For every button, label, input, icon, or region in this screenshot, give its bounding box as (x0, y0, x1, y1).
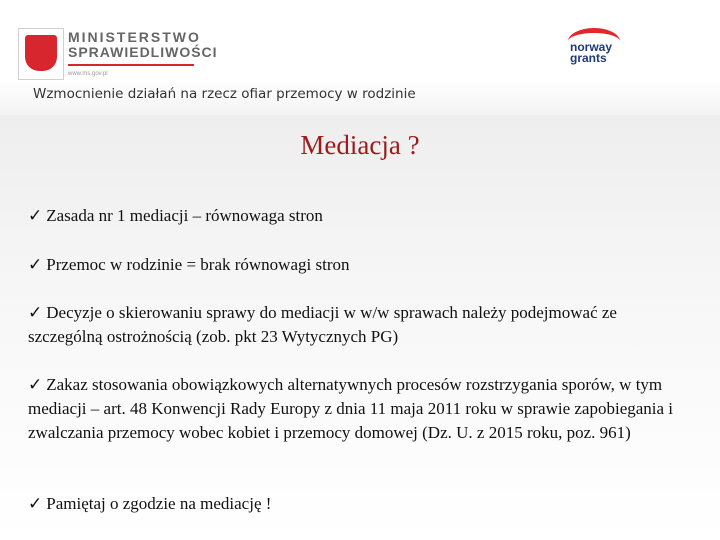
bullet-point-5 (28, 492, 678, 516)
bullet-point-3 (28, 301, 678, 349)
red-shield-icon (25, 35, 57, 71)
bullet-text: Zasada nr 1 mediacji – równowaga stron (46, 206, 323, 225)
bullet-text: Decyzje o skierowaniu sprawy do mediacji w w/w sprawach należy podejmować ze szczególną ostrożnością (zob. pkt 23 Wytycznych PG) (28, 303, 617, 346)
grants-word: grants (570, 51, 607, 65)
ministry-logo (68, 30, 218, 78)
checkmark-icon: ✓ (28, 206, 43, 225)
bullet-text: Zakaz stosowania obowiązkowych alternatywnych procesów rozstrzygania sporów, w tym mediacji – art. 48 Konwencji Rady Europy z dnia 11 maja 2011 roku w sprawie zapobiegania i zwalczania przemocy wobec kobiet i przemocy domowej (Dz. U. z 2015 roku, poz. 961) (28, 375, 674, 442)
ministry-name-line1: MINISTERSTWO (68, 29, 201, 45)
presentation-subtitle: Wzmocnienie działań na rzecz ofiar przemocy w rodzinie (33, 86, 416, 102)
checkmark-icon: ✓ (28, 375, 43, 394)
ministry-url: www.ms.gov.pl (68, 71, 108, 78)
ministry-name-line2: SPRAWIEDLIWOŚCI (68, 43, 218, 60)
checkmark-icon: ✓ (28, 303, 43, 322)
norway-word: norway (570, 40, 613, 54)
bullet-text: Przemoc w rodzinie = brak równowagi stron (46, 255, 350, 274)
bullet-point-2 (28, 253, 678, 277)
slide-title: Mediacja ? (300, 130, 420, 160)
eagle-emblem-icon (18, 28, 64, 80)
norway-grants-logo (566, 26, 630, 76)
bullet-point-1 (28, 204, 678, 228)
ministry-divider (68, 64, 194, 66)
checkmark-icon: ✓ (28, 494, 43, 513)
checkmark-icon: ✓ (28, 255, 43, 274)
bullet-text: Pamiętaj o zgodzie na mediację ! (46, 494, 272, 513)
bullet-point-4 (28, 373, 678, 445)
norway-grants-wordmark (570, 42, 612, 64)
slide-header (0, 0, 720, 115)
